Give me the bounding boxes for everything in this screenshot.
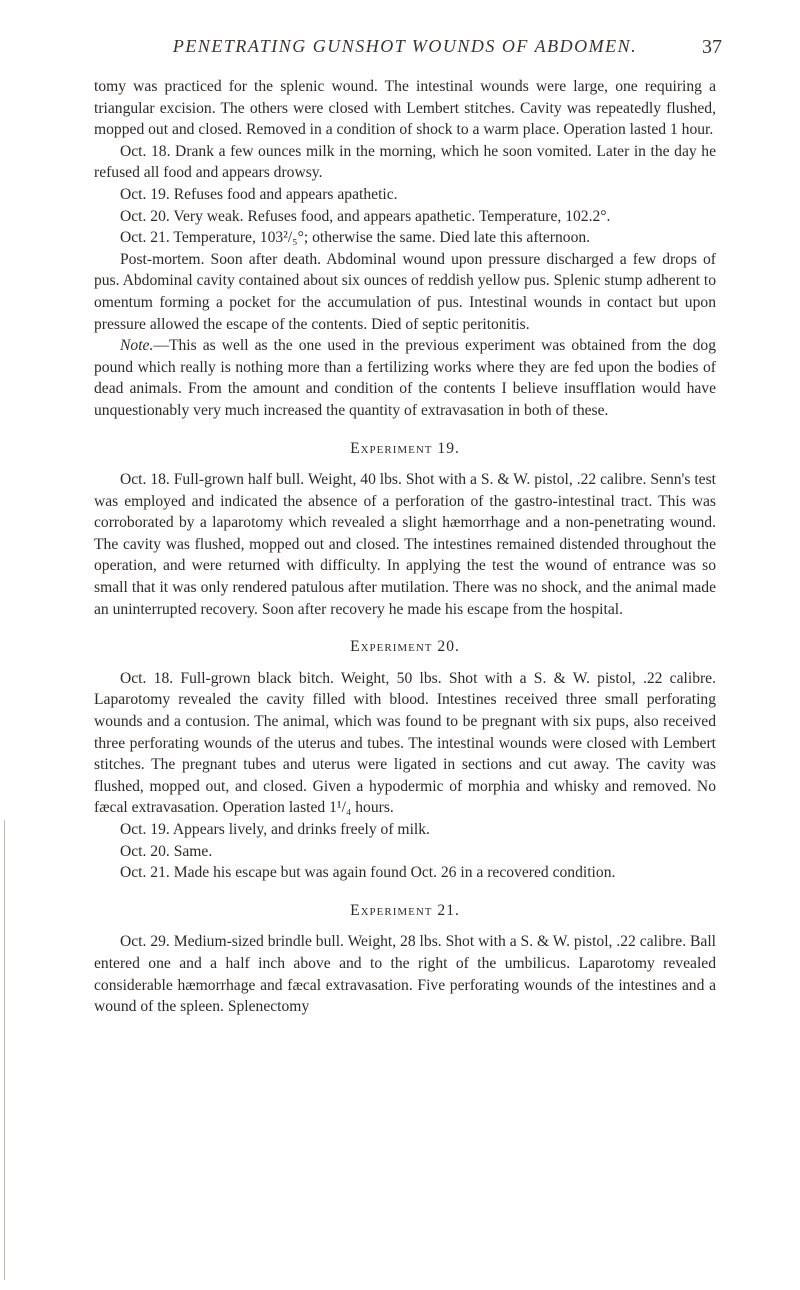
paragraph: Oct. 18. Full-grown half bull. Weight, 40 lbs. Shot with a S. & W. pistol, .22 calibre. Senn's test was employed and indicated the absence of a perforation of the gastro-intestinal tract. This was corroborated by a laparotomy which revealed a slight hæmorrhage and a non-penetrating wound. The cavity was flushed, mopped out and closed. The intestines remained distended throughout the operation, and were returned with difficulty. In applying the test the wound of entrance was so small that it was only rendered patulous after mutilation. There was no shock, and the animal made an uninterrupted recovery. Soon after recovery he made his escape from the hospital. (94, 471, 716, 618)
paragraph: Post-mortem. Soon after death. Abdominal wound upon pressure discharged a few drops of pus. Abdominal cavity contained about six ounces of reddish yellow pus. Splenic stump adherent to omentum forming a pocket for the accumulation of pus. Intestinal wounds in contact but upon pressure allowed the escape of the contents. Died of septic peritonitis. (94, 250, 716, 333)
paragraph: Oct. 21. Temperature, 103²/₅°; otherwise the same. Died late this afternoon. (120, 229, 591, 247)
paragraph: Oct. 19. Appears lively, and drinks freely of milk. (120, 821, 430, 838)
experiment-19-heading: Experiment 19. (350, 439, 460, 457)
experiment-21-heading: Experiment 21. (350, 901, 460, 919)
main-text (94, 76, 716, 1018)
note-label: Note. (120, 337, 154, 355)
note-text: —This as well as the one used in the previous experiment was obtained from the dog pound which really is nothing more than a fertilizing works where they are fed upon the bodies of dead animals. From the amount and condition of the contents I believe insufflation would have unquestionably very much increased the quantity of extravasation in both of these. (94, 337, 716, 419)
running-title: PENETRATING GUNSHOT WOUNDS OF ABDOMEN. (172, 36, 638, 56)
paragraph: Oct. 18. Drank a few ounces milk in the morning, which he soon vomited. Later in the day he refused all food and appears drowsy. (94, 142, 716, 182)
running-head (94, 36, 722, 76)
page-number: 37 (702, 36, 722, 58)
paragraph: Oct. 19. Refuses food and appears apathetic. (120, 185, 398, 203)
paragraph: Oct. 20. Same. (120, 842, 213, 860)
experiment-20-heading: Experiment 20. (350, 638, 460, 656)
note-paragraph (94, 335, 716, 421)
paragraph: Oct. 20. Very weak. Refuses food, and appears apathetic. Temperature, 102.2°. (120, 207, 611, 225)
paragraph: Oct. 21. Made his escape but was again found Oct. 26 in a recovered condition. (120, 864, 616, 882)
paragraph: Oct. 29. Medium-sized brindle bull. Weight, 28 lbs. Shot with a S. & W. pistol, .22 calibre. Ball entered one and a half inch above and to the right of the umbilicus. Laparotomy revealed considerable hæmorrhage and fæcal extravasation. Five perforating wounds of the intestines and a wound of the spleen. Splenectomy (94, 933, 716, 1016)
paragraph: Oct. 18. Full-grown black bitch. Weight, 50 lbs. Shot with a S. & W. pistol, .22 calibre. Laparotomy revealed the cavity filled with blood. Intestines received three small perforating wounds and a contusion. The animal, which was found to be pregnant with six pups, also received three perforating wounds of the uterus and tubes. The intestinal wounds were closed with Lembert stitches. The pregnant tubes and uterus were ligated in sections and cut away. The cavity was flushed, mopped out, and closed. Given a hypodermic of morphia and whisky and removed. No fæcal extravasation. Operation lasted 1¹/₄ hours. (94, 669, 716, 817)
paragraph: tomy was practiced for the splenic wound. The intestinal wounds were large, one requiring a triangular excision. The others were closed with Lembert stitches. Cavity was repeatedly flushed, mopped out and closed. Removed in a condition of shock to a warm place. Operation lasted 1 hour. (94, 78, 716, 139)
